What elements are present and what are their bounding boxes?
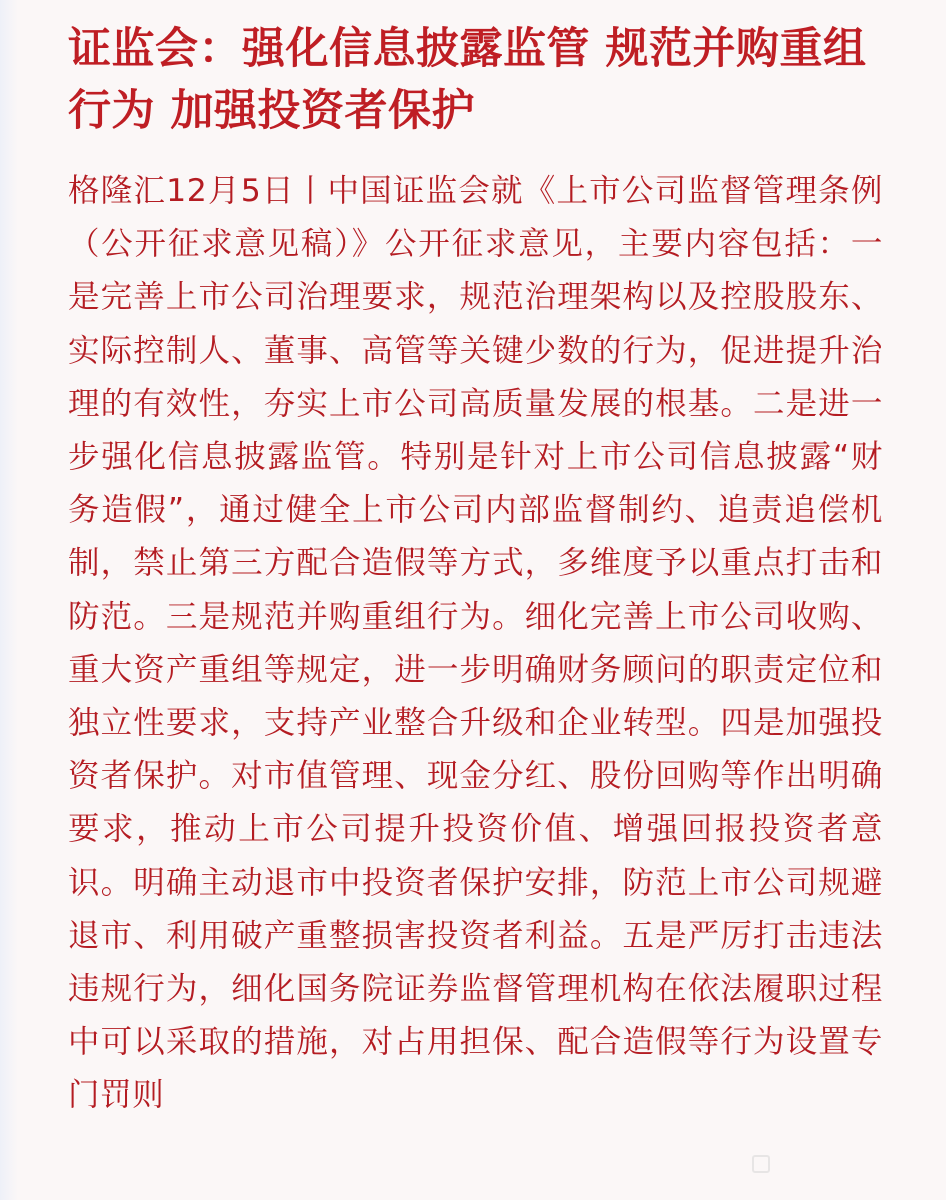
article-body: 格隆汇12月5日丨中国证监会就《上市公司监督管理条例（公开征求意见稿）》公开征求意见，主要内容包括：一是完善上市公司治理要求，规范治理架构以及控股股东、实际控制人、董事、高管等关键少数的行为，促进提升治理的有效性，夯实上市公司高质量发展的根基。二是进一步强化信息披露监管。特别是针对上市公司信息披露“财务造假”，通过健全上市公司内部监督制约、追责追偿机制，禁止第三方配合造假等方式，多维度予以重点打击和防范。三是规范并购重组行为。细化完善上市公司收购、重大资产重组等规定，进一步明确财务顾问的职责定位和独立性要求，支持产业整合升级和企业转型。四是加强投资者保护。对市值管理、现金分红、股份回购等作出明确要求，推动上市公司提升投资价值、增强回报投资者意识。明确主动退市中投资者保护安排，防范上市公司规避退市、利用破产重整损害投资者利益。五是严厉打击违法违规行为，细化国务院证券监督管理机构在依法履职过程中可以采取的措施，对占用担保、配合造假等行为设置专门罚则 (68, 173, 883, 1114)
left-edge-shade (0, 0, 18, 1200)
article-headline: 证监会：强化信息披露监管 规范并购重组行为 加强投资者保护 (68, 24, 867, 136)
article-content (68, 18, 883, 1123)
faint-watermark-icon (752, 1155, 770, 1173)
